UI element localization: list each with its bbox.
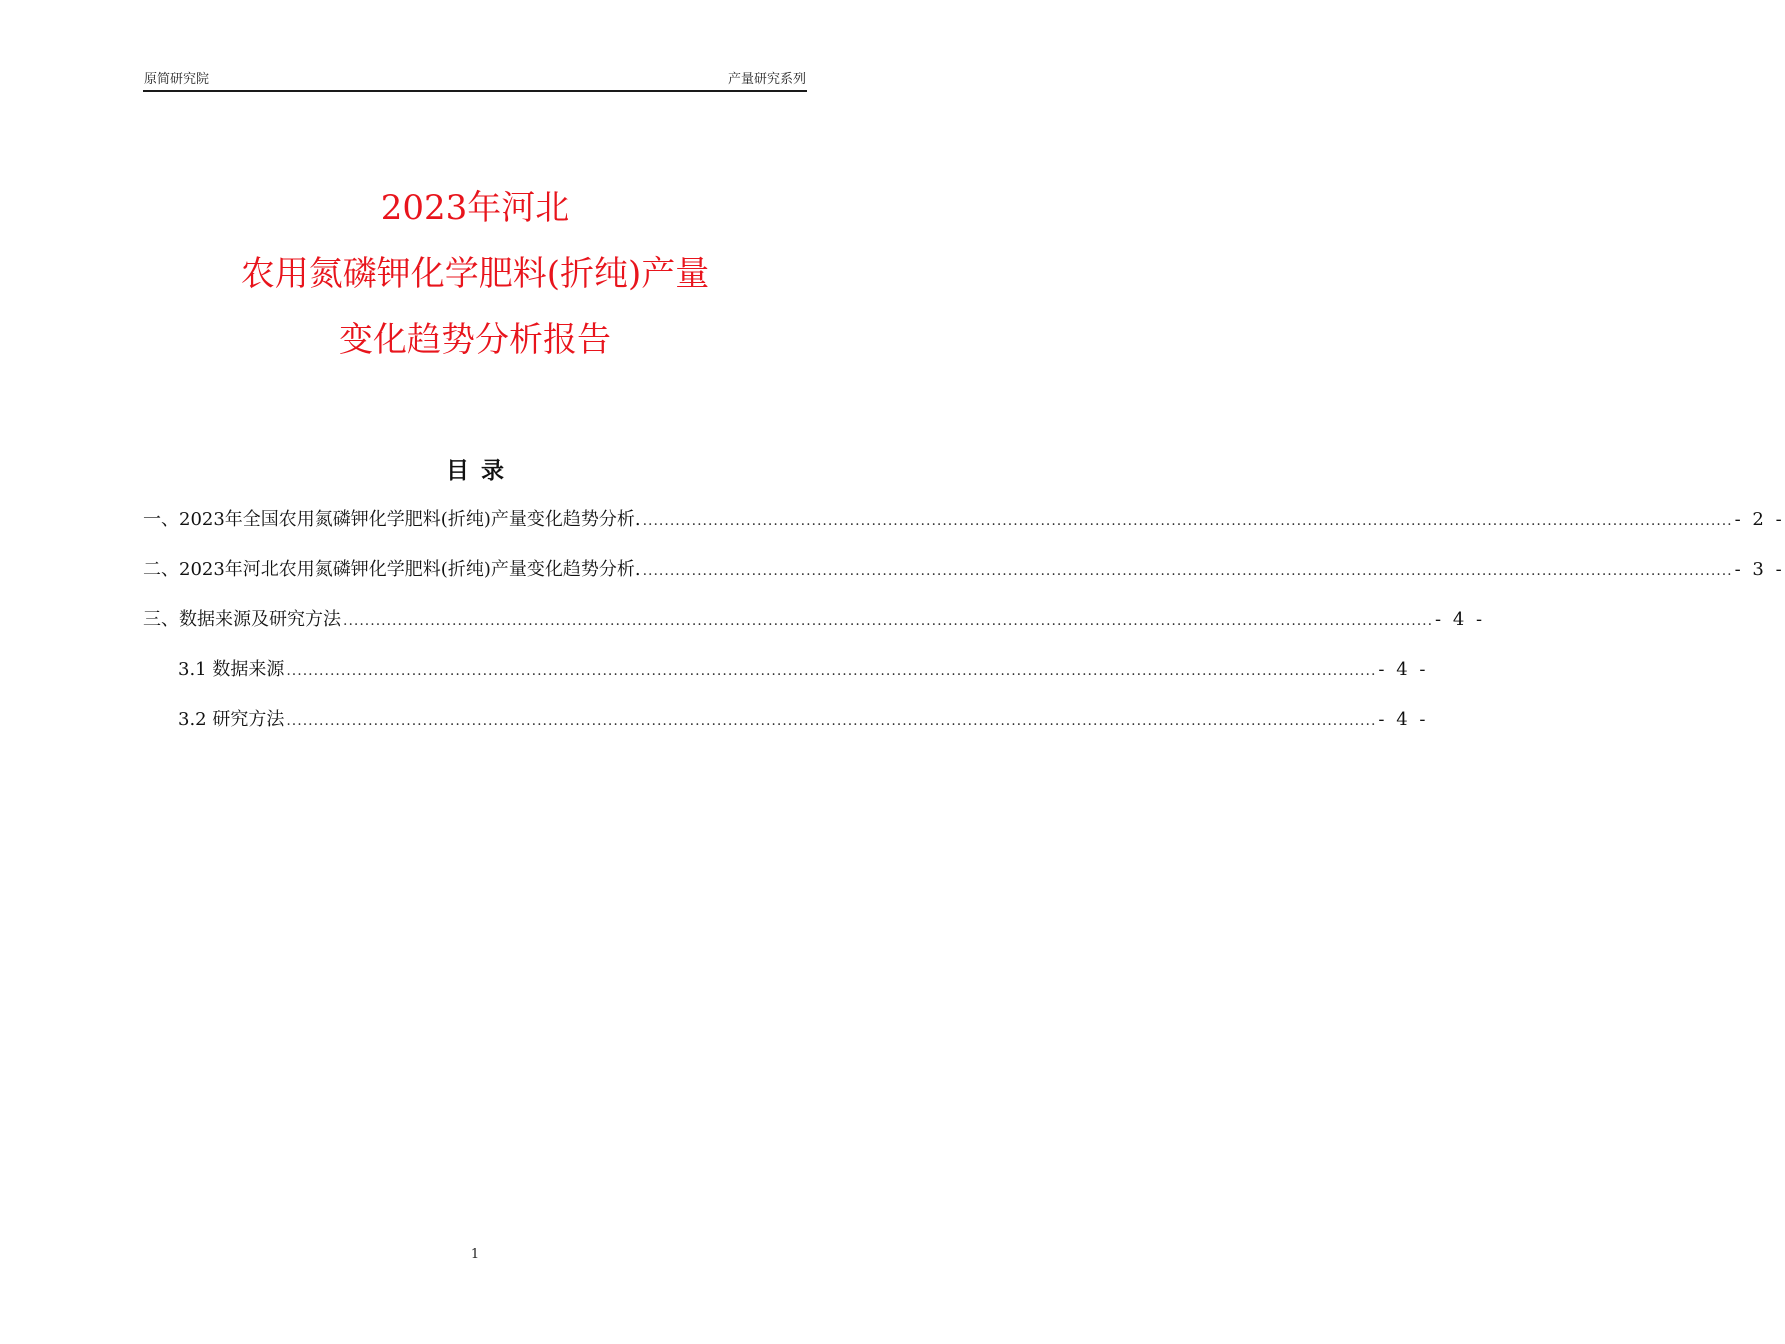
toc-entry-3[interactable] (143, 605, 1486, 655)
toc-entry-3-1[interactable] (143, 655, 1429, 705)
toc-entry-page: - 2 - (1734, 509, 1785, 530)
toc-entry-3-2[interactable] (143, 705, 1429, 755)
toc-entry-label: 一、2023年全国农用氮磷钾化学肥料(折纯)产量变化趋势分析. (143, 509, 641, 530)
toc-leader-dots: ........................................................................................................................................................................................................ (343, 613, 1434, 629)
header-series-name: 产量研究系列 (727, 72, 806, 87)
report-title (0, 175, 950, 373)
toc-entry-label: 3.1 数据来源 (178, 659, 285, 680)
toc-leader-dots: ........................................................................................................................................................................................................ (286, 713, 1377, 729)
report-title-line-1: 2023年河北 (380, 188, 570, 228)
toc-entry-label: 二、2023年河北农用氮磷钾化学肥料(折纯)产量变化趋势分析. (143, 559, 641, 580)
report-title-line-2: 农用氮磷钾化学肥料(折纯)产量 (240, 254, 710, 294)
page-header (143, 66, 807, 92)
toc-entry-page: - 4 - (1435, 609, 1486, 630)
toc-entry-page: - 4 - (1378, 709, 1429, 730)
toc-heading: 目录 (446, 458, 516, 484)
toc-entry-1[interactable] (143, 505, 1785, 555)
toc-entry-label: 3.2 研究方法 (178, 709, 285, 730)
toc-leader-dots: ........................................................................................................................................................................................................ (642, 513, 1733, 529)
report-title-line-3: 变化趋势分析报告 (339, 320, 611, 360)
header-org-name: 原简研究院 (144, 72, 210, 87)
page-number: 1 (470, 1247, 480, 1262)
toc-entry-label: 三、数据来源及研究方法 (143, 609, 341, 630)
table-of-contents (143, 505, 1785, 755)
toc-entry-page: - 4 - (1378, 659, 1429, 680)
toc-leader-dots: ........................................................................................................................................................................................................ (642, 563, 1733, 579)
toc-entry-2[interactable] (143, 555, 1785, 605)
toc-entry-page: - 3 - (1734, 559, 1785, 580)
toc-leader-dots: ........................................................................................................................................................................................................ (286, 663, 1377, 679)
